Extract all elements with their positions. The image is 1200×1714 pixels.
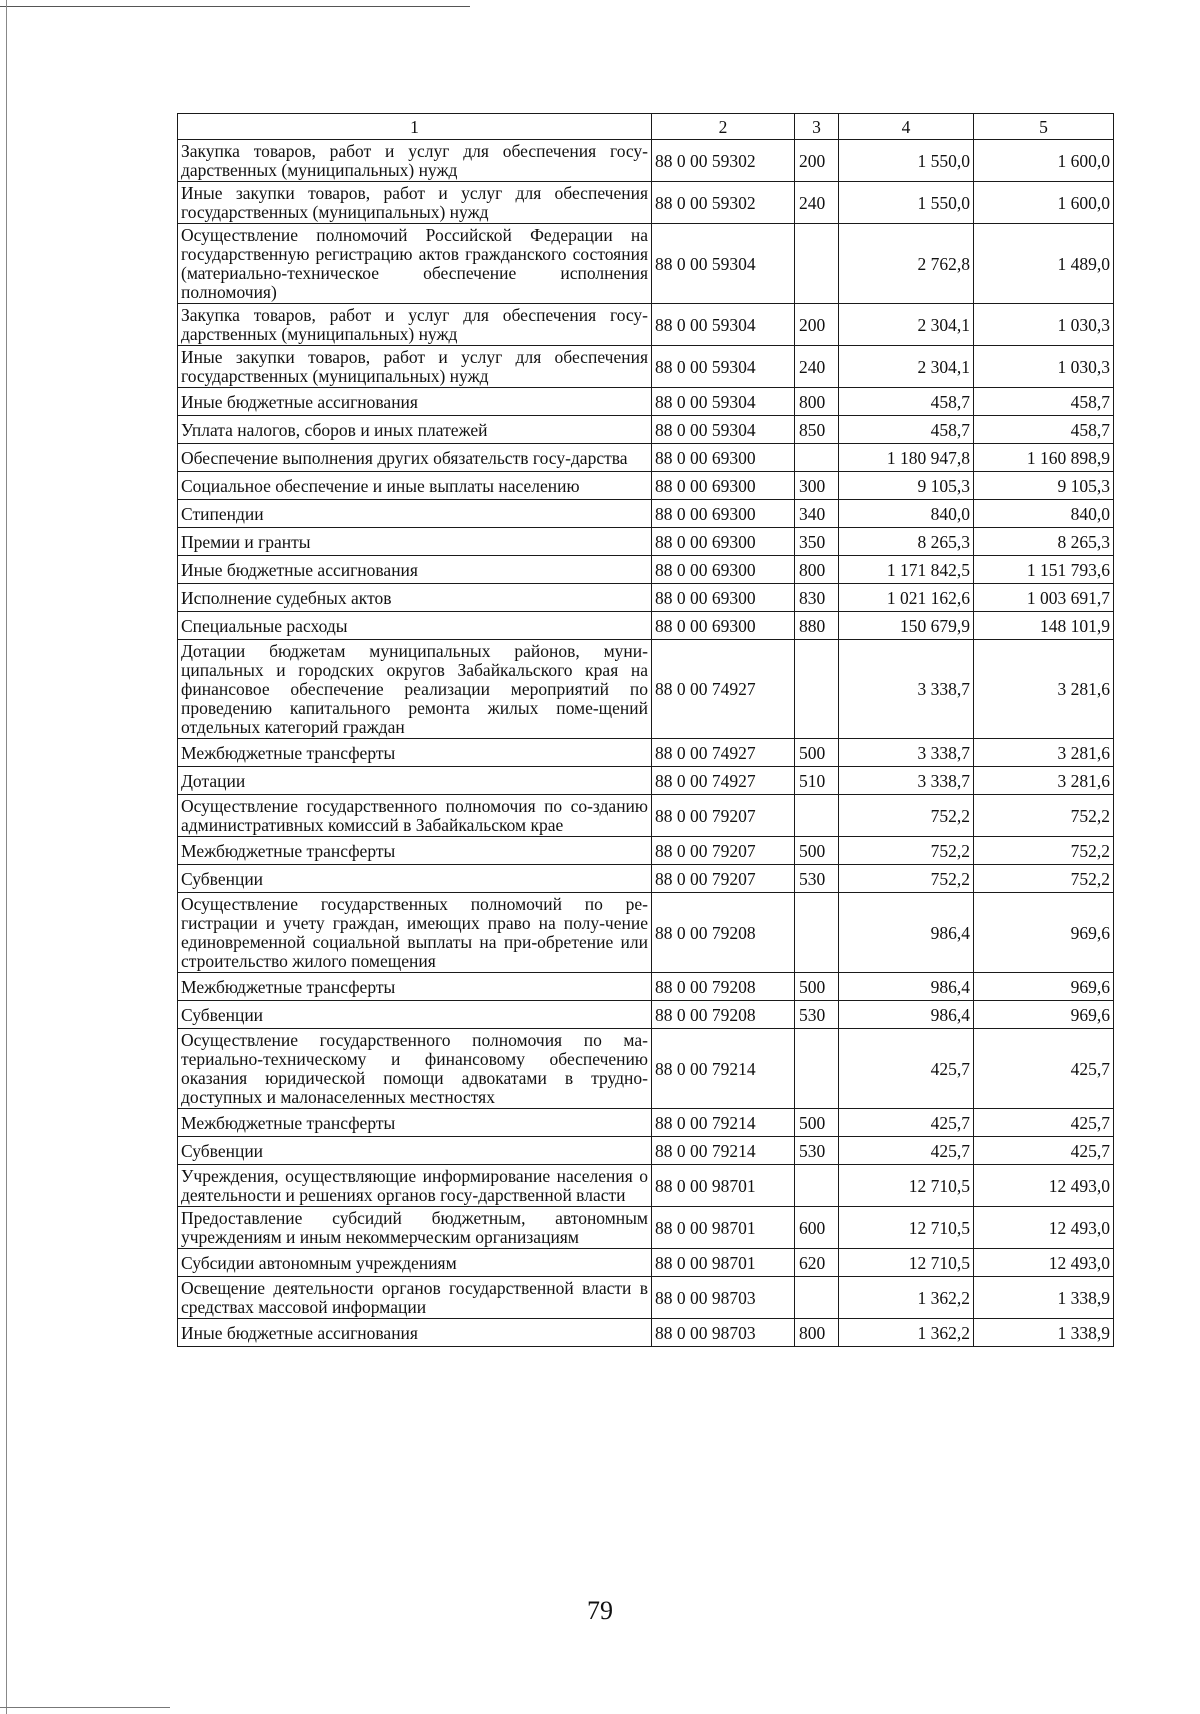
row-value-year1-cell: 12 710,5	[839, 1249, 974, 1277]
row-value-year1-cell: 752,2	[839, 795, 974, 837]
row-value-year1-cell: 986,4	[839, 893, 974, 973]
row-type-cell: 850	[795, 416, 839, 444]
row-code-cell: 88 0 00 79214	[652, 1109, 795, 1137]
table-row	[178, 444, 1114, 472]
row-value-year2-cell: 458,7	[974, 416, 1114, 444]
row-name-cell: Субвенции	[178, 865, 652, 893]
row-type-cell	[795, 893, 839, 973]
row-code-cell: 88 0 00 59302	[652, 140, 795, 182]
header-col-5: 5	[974, 114, 1114, 140]
row-value-year2-cell: 1 338,9	[974, 1277, 1114, 1319]
row-value-year1-cell: 150 679,9	[839, 612, 974, 640]
row-name-cell: Учреждения, осуществляющие информирование населения о деятельности и решениях органов госу-дарственной власти	[178, 1165, 652, 1207]
table-row	[178, 1319, 1114, 1347]
row-value-year1-cell: 1 550,0	[839, 140, 974, 182]
row-code-cell: 88 0 00 69300	[652, 584, 795, 612]
row-name-cell: Иные бюджетные ассигнования	[178, 556, 652, 584]
table-row	[178, 556, 1114, 584]
row-code-cell: 88 0 00 69300	[652, 444, 795, 472]
row-code-cell: 88 0 00 79207	[652, 865, 795, 893]
row-type-cell: 600	[795, 1207, 839, 1249]
row-type-cell: 800	[795, 556, 839, 584]
row-name-cell: Осуществление государственного полномочия по ма-териально-техническому и финансовому обеспечению оказания юридической помощи адвокатами в трудно-доступных и малонаселенных местностях	[178, 1029, 652, 1109]
table-row	[178, 973, 1114, 1001]
row-name-cell: Межбюджетные трансферты	[178, 1109, 652, 1137]
table-row	[178, 346, 1114, 388]
row-value-year2-cell: 1 489,0	[974, 224, 1114, 304]
page-number: 79	[587, 1596, 613, 1625]
header-col-1: 1	[178, 114, 652, 140]
row-type-cell: 500	[795, 837, 839, 865]
row-value-year2-cell: 1 600,0	[974, 182, 1114, 224]
row-value-year2-cell: 425,7	[974, 1029, 1114, 1109]
table-row	[178, 304, 1114, 346]
table-body	[178, 140, 1114, 1347]
row-name-cell: Осуществление государственного полномочия по со-зданию административных комиссий в Забайкальском крае	[178, 795, 652, 837]
row-type-cell	[795, 1165, 839, 1207]
row-type-cell: 500	[795, 739, 839, 767]
table-row	[178, 416, 1114, 444]
row-code-cell: 88 0 00 79208	[652, 1001, 795, 1029]
row-code-cell: 88 0 00 98703	[652, 1319, 795, 1347]
row-value-year2-cell: 12 493,0	[974, 1249, 1114, 1277]
row-name-cell: Иные закупки товаров, работ и услуг для обеспечения государственных (муниципальных) нужд	[178, 346, 652, 388]
row-name-cell: Освещение деятельности органов государственной власти в средствах массовой информации	[178, 1277, 652, 1319]
row-value-year1-cell: 1 180 947,8	[839, 444, 974, 472]
row-code-cell: 88 0 00 79214	[652, 1137, 795, 1165]
row-value-year1-cell: 1 550,0	[839, 182, 974, 224]
scan-edge-top	[0, 6, 470, 7]
row-value-year1-cell: 2 304,1	[839, 346, 974, 388]
row-type-cell: 500	[795, 973, 839, 1001]
row-name-cell: Дотации	[178, 767, 652, 795]
row-value-year1-cell: 8 265,3	[839, 528, 974, 556]
row-name-cell: Межбюджетные трансферты	[178, 837, 652, 865]
row-value-year1-cell: 986,4	[839, 973, 974, 1001]
row-name-cell: Предоставление субсидий бюджетным, автономным учреждениям и иным некоммерческим организациям	[178, 1207, 652, 1249]
table-row	[178, 795, 1114, 837]
row-value-year2-cell: 3 281,6	[974, 640, 1114, 739]
row-type-cell: 200	[795, 140, 839, 182]
row-name-cell: Осуществление государственных полномочий по ре-гистрации и учету граждан, имеющих право на полу-чение единовременной социальной выплаты на при-обретение или строительство жилого помещения	[178, 893, 652, 973]
table-row	[178, 1137, 1114, 1165]
row-code-cell: 88 0 00 98703	[652, 1277, 795, 1319]
table-row	[178, 767, 1114, 795]
row-name-cell: Субвенции	[178, 1001, 652, 1029]
row-value-year2-cell: 458,7	[974, 388, 1114, 416]
row-type-cell: 510	[795, 767, 839, 795]
row-code-cell: 88 0 00 59302	[652, 182, 795, 224]
row-name-cell: Премии и гранты	[178, 528, 652, 556]
row-name-cell: Дотации бюджетам муниципальных районов, муни-ципальных и городских округов Забайкальского края на финансовое обеспечение реализации мероприятий по проведению капитального ремонта жилых поме-щений отдельных категорий граждан	[178, 640, 652, 739]
row-type-cell	[795, 640, 839, 739]
table-row	[178, 1109, 1114, 1137]
table-row	[178, 865, 1114, 893]
table-row	[178, 388, 1114, 416]
row-code-cell: 88 0 00 74927	[652, 640, 795, 739]
row-value-year2-cell: 12 493,0	[974, 1165, 1114, 1207]
table-row	[178, 1207, 1114, 1249]
row-value-year1-cell: 458,7	[839, 388, 974, 416]
row-value-year1-cell: 1 171 842,5	[839, 556, 974, 584]
row-code-cell: 88 0 00 98701	[652, 1165, 795, 1207]
row-name-cell: Стипендии	[178, 500, 652, 528]
budget-table	[177, 113, 1114, 1347]
row-value-year1-cell: 1 362,2	[839, 1319, 974, 1347]
row-type-cell	[795, 1029, 839, 1109]
row-type-cell: 300	[795, 472, 839, 500]
table-row	[178, 893, 1114, 973]
row-type-cell: 880	[795, 612, 839, 640]
row-type-cell	[795, 795, 839, 837]
row-code-cell: 88 0 00 69300	[652, 472, 795, 500]
table-header	[178, 114, 1114, 140]
row-name-cell: Исполнение судебных актов	[178, 584, 652, 612]
row-value-year1-cell: 9 105,3	[839, 472, 974, 500]
row-code-cell: 88 0 00 69300	[652, 500, 795, 528]
header-row	[178, 114, 1114, 140]
table-row	[178, 1165, 1114, 1207]
row-type-cell: 500	[795, 1109, 839, 1137]
row-code-cell: 88 0 00 59304	[652, 304, 795, 346]
header-col-2: 2	[652, 114, 795, 140]
row-name-cell: Уплата налогов, сборов и иных платежей	[178, 416, 652, 444]
row-name-cell: Осуществление полномочий Российской Федерации на государственную регистрацию актов гражданского состояния (материально-техническое обеспечение исполнения полномочия)	[178, 224, 652, 304]
table-row	[178, 1029, 1114, 1109]
table-row	[178, 224, 1114, 304]
row-type-cell: 530	[795, 865, 839, 893]
row-type-cell: 340	[795, 500, 839, 528]
row-value-year1-cell: 12 710,5	[839, 1207, 974, 1249]
row-value-year2-cell: 148 101,9	[974, 612, 1114, 640]
row-value-year1-cell: 3 338,7	[839, 739, 974, 767]
table-row	[178, 640, 1114, 739]
row-name-cell: Межбюджетные трансферты	[178, 973, 652, 1001]
row-value-year1-cell: 425,7	[839, 1109, 974, 1137]
row-value-year1-cell: 3 338,7	[839, 640, 974, 739]
row-value-year2-cell: 969,6	[974, 1001, 1114, 1029]
row-type-cell	[795, 224, 839, 304]
row-name-cell: Иные бюджетные ассигнования	[178, 1319, 652, 1347]
table-row	[178, 472, 1114, 500]
row-type-cell: 240	[795, 182, 839, 224]
table-row	[178, 739, 1114, 767]
row-value-year2-cell: 1 003 691,7	[974, 584, 1114, 612]
table-row	[178, 182, 1114, 224]
row-code-cell: 88 0 00 98701	[652, 1207, 795, 1249]
row-value-year2-cell: 1 600,0	[974, 140, 1114, 182]
row-name-cell: Закупка товаров, работ и услуг для обеспечения госу-дарственных (муниципальных) нужд	[178, 304, 652, 346]
row-value-year1-cell: 3 338,7	[839, 767, 974, 795]
row-name-cell: Субсидии автономным учреждениям	[178, 1249, 652, 1277]
table-row	[178, 584, 1114, 612]
row-name-cell: Социальное обеспечение и иные выплаты населению	[178, 472, 652, 500]
table-row	[178, 500, 1114, 528]
row-type-cell: 200	[795, 304, 839, 346]
table-row	[178, 1277, 1114, 1319]
row-code-cell: 88 0 00 59304	[652, 224, 795, 304]
row-name-cell: Специальные расходы	[178, 612, 652, 640]
row-value-year2-cell: 752,2	[974, 795, 1114, 837]
row-type-cell: 800	[795, 1319, 839, 1347]
table-row	[178, 140, 1114, 182]
header-col-3: 3	[795, 114, 839, 140]
row-value-year2-cell: 1 160 898,9	[974, 444, 1114, 472]
row-value-year1-cell: 986,4	[839, 1001, 974, 1029]
row-value-year2-cell: 12 493,0	[974, 1207, 1114, 1249]
table-row	[178, 1001, 1114, 1029]
row-code-cell: 88 0 00 74927	[652, 739, 795, 767]
row-name-cell: Закупка товаров, работ и услуг для обеспечения госу-дарственных (муниципальных) нужд	[178, 140, 652, 182]
row-value-year2-cell: 1 030,3	[974, 304, 1114, 346]
row-type-cell: 800	[795, 388, 839, 416]
row-value-year2-cell: 840,0	[974, 500, 1114, 528]
header-col-4: 4	[839, 114, 974, 140]
row-code-cell: 88 0 00 79208	[652, 973, 795, 1001]
table-row	[178, 1249, 1114, 1277]
row-code-cell: 88 0 00 69300	[652, 528, 795, 556]
table-row	[178, 612, 1114, 640]
row-type-cell: 530	[795, 1137, 839, 1165]
row-value-year2-cell: 1 151 793,6	[974, 556, 1114, 584]
row-value-year1-cell: 425,7	[839, 1137, 974, 1165]
row-code-cell: 88 0 00 59304	[652, 346, 795, 388]
scan-edge-left	[6, 0, 7, 1714]
row-code-cell: 88 0 00 98701	[652, 1249, 795, 1277]
row-type-cell: 530	[795, 1001, 839, 1029]
row-code-cell: 88 0 00 59304	[652, 416, 795, 444]
row-value-year1-cell: 12 710,5	[839, 1165, 974, 1207]
table-row	[178, 528, 1114, 556]
row-code-cell: 88 0 00 69300	[652, 612, 795, 640]
row-value-year2-cell: 752,2	[974, 865, 1114, 893]
row-type-cell: 350	[795, 528, 839, 556]
row-value-year2-cell: 1 030,3	[974, 346, 1114, 388]
row-type-cell	[795, 1277, 839, 1319]
row-value-year1-cell: 1 362,2	[839, 1277, 974, 1319]
scan-edge-bottom	[0, 1707, 170, 1708]
row-code-cell: 88 0 00 79208	[652, 893, 795, 973]
row-value-year2-cell: 969,6	[974, 973, 1114, 1001]
row-value-year1-cell: 1 021 162,6	[839, 584, 974, 612]
row-type-cell: 830	[795, 584, 839, 612]
row-code-cell: 88 0 00 79214	[652, 1029, 795, 1109]
row-name-cell: Иные закупки товаров, работ и услуг для обеспечения государственных (муниципальных) нужд	[178, 182, 652, 224]
row-value-year2-cell: 3 281,6	[974, 739, 1114, 767]
row-value-year2-cell: 425,7	[974, 1137, 1114, 1165]
row-value-year1-cell: 458,7	[839, 416, 974, 444]
table-row	[178, 837, 1114, 865]
row-value-year1-cell: 2 762,8	[839, 224, 974, 304]
row-value-year1-cell: 2 304,1	[839, 304, 974, 346]
row-value-year2-cell: 8 265,3	[974, 528, 1114, 556]
row-code-cell: 88 0 00 74927	[652, 767, 795, 795]
row-name-cell: Обеспечение выполнения других обязательств госу-дарства	[178, 444, 652, 472]
row-name-cell: Иные бюджетные ассигнования	[178, 388, 652, 416]
row-type-cell	[795, 444, 839, 472]
row-name-cell: Субвенции	[178, 1137, 652, 1165]
row-value-year2-cell: 9 105,3	[974, 472, 1114, 500]
row-value-year1-cell: 752,2	[839, 865, 974, 893]
row-code-cell: 88 0 00 69300	[652, 556, 795, 584]
row-name-cell: Межбюджетные трансферты	[178, 739, 652, 767]
row-code-cell: 88 0 00 79207	[652, 837, 795, 865]
row-type-cell: 240	[795, 346, 839, 388]
row-type-cell: 620	[795, 1249, 839, 1277]
row-value-year1-cell: 425,7	[839, 1029, 974, 1109]
row-code-cell: 88 0 00 59304	[652, 388, 795, 416]
row-value-year1-cell: 752,2	[839, 837, 974, 865]
row-value-year2-cell: 752,2	[974, 837, 1114, 865]
row-value-year2-cell: 1 338,9	[974, 1319, 1114, 1347]
row-value-year2-cell: 425,7	[974, 1109, 1114, 1137]
row-value-year2-cell: 969,6	[974, 893, 1114, 973]
row-code-cell: 88 0 00 79207	[652, 795, 795, 837]
row-value-year2-cell: 3 281,6	[974, 767, 1114, 795]
row-value-year1-cell: 840,0	[839, 500, 974, 528]
